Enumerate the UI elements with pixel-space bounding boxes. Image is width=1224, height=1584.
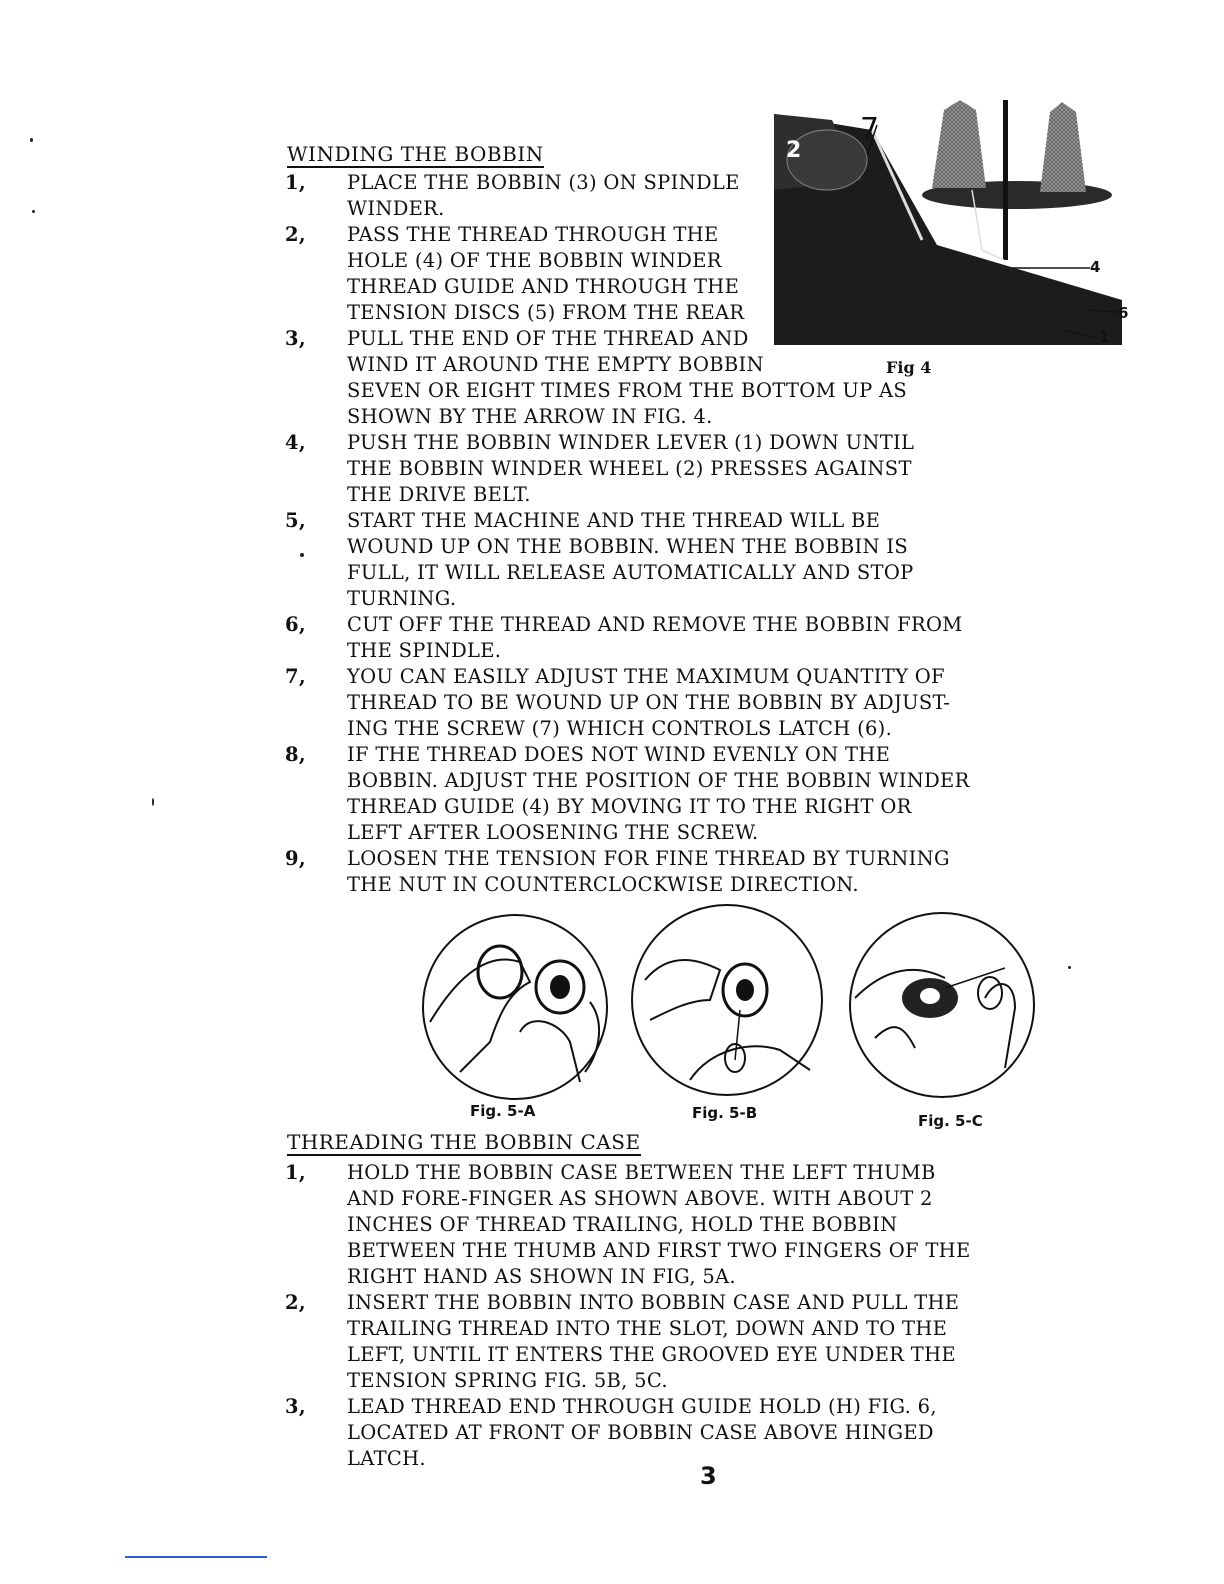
list-item <box>285 664 1065 742</box>
figure-4-caption: Fig 4 <box>886 358 932 377</box>
step-number: 1, <box>285 1161 306 1184</box>
label-8: 8 <box>924 204 936 223</box>
figure-5a-caption: Fig. 5-A <box>470 1102 536 1120</box>
step-number: 3, <box>285 1395 306 1418</box>
step-line: LATCH. <box>347 1447 426 1470</box>
step-line: THREAD GUIDE AND THROUGH THE <box>347 275 740 298</box>
figure-5c-caption: Fig. 5-C <box>918 1112 983 1130</box>
figure-5b <box>630 900 830 1100</box>
list-item <box>285 612 1065 664</box>
step-line: TRAILING THREAD INTO THE SLOT, DOWN AND TO THE <box>347 1317 948 1340</box>
figure-4 <box>772 100 1132 380</box>
hands-bobbin-insert-illustration <box>630 900 830 1100</box>
step-line: INSERT THE BOBBIN INTO BOBBIN CASE AND PULL THE <box>347 1291 960 1314</box>
step-line: CUT OFF THE THREAD AND REMOVE THE BOBBIN FROM <box>347 613 963 636</box>
scan-speck <box>30 138 33 142</box>
list-item <box>285 846 1065 898</box>
label-guide-4: 4 <box>1090 258 1101 276</box>
step-number: 6, <box>285 613 306 636</box>
step-line: AND FORE-FINGER AS SHOWN ABOVE. WITH ABOUT 2 <box>347 1187 933 1210</box>
scan-speck <box>1068 966 1071 969</box>
step-number: 4, <box>285 431 306 454</box>
step-line: SHOWN BY THE ARROW IN FIG. 4. <box>347 405 713 428</box>
figure-5a <box>420 912 620 1102</box>
step-line: RIGHT HAND AS SHOWN IN FIG, 5A. <box>347 1265 736 1288</box>
step-line: TURNING. <box>347 587 457 610</box>
figure-5c <box>845 908 1045 1098</box>
step-line: BOBBIN. ADJUST THE POSITION OF THE BOBBIN WINDER <box>347 769 970 792</box>
step-line: THE SPINDLE. <box>347 639 502 662</box>
list-item <box>285 508 1065 612</box>
step-line: YOU CAN EASILY ADJUST THE MAXIMUM QUANTITY OF <box>347 665 945 688</box>
label-bobbin-3: 3 <box>940 212 952 231</box>
step-line: HOLD THE BOBBIN CASE BETWEEN THE LEFT THUMB <box>347 1161 936 1184</box>
hands-thread-slot-illustration <box>845 908 1045 1098</box>
step-number: 2, <box>285 223 306 246</box>
label-latch-6: 6 <box>1118 304 1129 322</box>
step-line: PUSH THE BOBBIN WINDER LEVER (1) DOWN UNTIL <box>347 431 915 454</box>
step-line: IF THE THREAD DOES NOT WIND EVENLY ON THE <box>347 743 891 766</box>
step-number: 5, <box>285 509 306 532</box>
step-line: TENSION DISCS (5) FROM THE REAR <box>347 301 745 324</box>
list-item <box>285 742 1065 846</box>
hands-bobbin-case-illustration <box>420 912 620 1102</box>
step-line: LOOSEN THE TENSION FOR FINE THREAD BY TURNING <box>347 847 950 870</box>
scan-speck <box>32 210 35 213</box>
step-line: LEFT, UNTIL IT ENTERS THE GROOVED EYE UNDER THE <box>347 1343 956 1366</box>
step-number: 7, <box>285 665 306 688</box>
threading-steps <box>285 1160 1085 1472</box>
step-line: PULL THE END OF THE THREAD AND <box>347 327 749 350</box>
label-screw-7: 7 <box>860 112 880 147</box>
step-line: LEFT AFTER LOOSENING THE SCREW. <box>347 821 759 844</box>
step-line: INCHES OF THREAD TRAILING, HOLD THE BOBBIN <box>347 1213 898 1236</box>
section-title-threading: THREADING THE BOBBIN CASE <box>287 1130 641 1154</box>
step-line: LEAD THREAD END THROUGH GUIDE HOLD (H) FIG. 6, <box>347 1395 937 1418</box>
step-line: PASS THE THREAD THROUGH THE <box>347 223 719 246</box>
list-item <box>285 430 1065 508</box>
step-line: WOUND UP ON THE BOBBIN. WHEN THE BOBBIN IS <box>347 535 909 558</box>
page-number: 3 <box>700 1462 717 1490</box>
step-number: 8, <box>285 743 306 766</box>
label-wheel-2: 2 <box>786 138 802 163</box>
step-line: ING THE SCREW (7) WHICH CONTROLS LATCH (6). <box>347 717 893 740</box>
section-title-winding: WINDING THE BOBBIN <box>287 142 544 166</box>
list-item <box>285 1394 1085 1472</box>
step-line: START THE MACHINE AND THE THREAD WILL BE <box>347 509 881 532</box>
step-line: TENSION SPRING FIG. 5B, 5C. <box>347 1369 668 1392</box>
step-line: THE DRIVE BELT. <box>347 483 531 506</box>
step-line: THE BOBBIN WINDER WHEEL (2) PRESSES AGAINST <box>347 457 912 480</box>
step-number: 9, <box>285 847 306 870</box>
step-line: HOLE (4) OF THE BOBBIN WINDER <box>347 249 722 272</box>
step-line: BETWEEN THE THUMB AND FIRST TWO FINGERS OF THE <box>347 1239 971 1262</box>
step-line: THREAD TO BE WOUND UP ON THE BOBBIN BY ADJUST- <box>347 691 951 714</box>
step-number: 1, <box>285 171 306 194</box>
label-lever-1: 1 <box>1099 328 1110 346</box>
figure-5b-caption: Fig. 5-B <box>692 1104 758 1122</box>
step-line: WIND IT AROUND THE EMPTY BOBBIN <box>347 353 764 376</box>
scan-speck <box>300 553 304 557</box>
step-line: THREAD GUIDE (4) BY MOVING IT TO THE RIGHT OR <box>347 795 912 818</box>
step-line: FULL, IT WILL RELEASE AUTOMATICALLY AND STOP <box>347 561 914 584</box>
step-line: THE NUT IN COUNTERCLOCKWISE DIRECTION. <box>347 873 859 896</box>
step-line: SEVEN OR EIGHT TIMES FROM THE BOTTOM UP AS <box>347 379 908 402</box>
list-item <box>285 1160 1085 1290</box>
bobbin-winder-illustration <box>772 100 1132 380</box>
scan-speck <box>152 798 154 806</box>
step-line: PLACE THE BOBBIN (3) ON SPINDLE <box>347 171 740 194</box>
step-number: 3, <box>285 327 306 350</box>
footer-rule <box>125 1556 267 1558</box>
step-number: 2, <box>285 1291 306 1314</box>
step-line: WINDER. <box>347 197 445 220</box>
step-line: LOCATED AT FRONT OF BOBBIN CASE ABOVE HINGED <box>347 1421 934 1444</box>
list-item <box>285 1290 1085 1394</box>
